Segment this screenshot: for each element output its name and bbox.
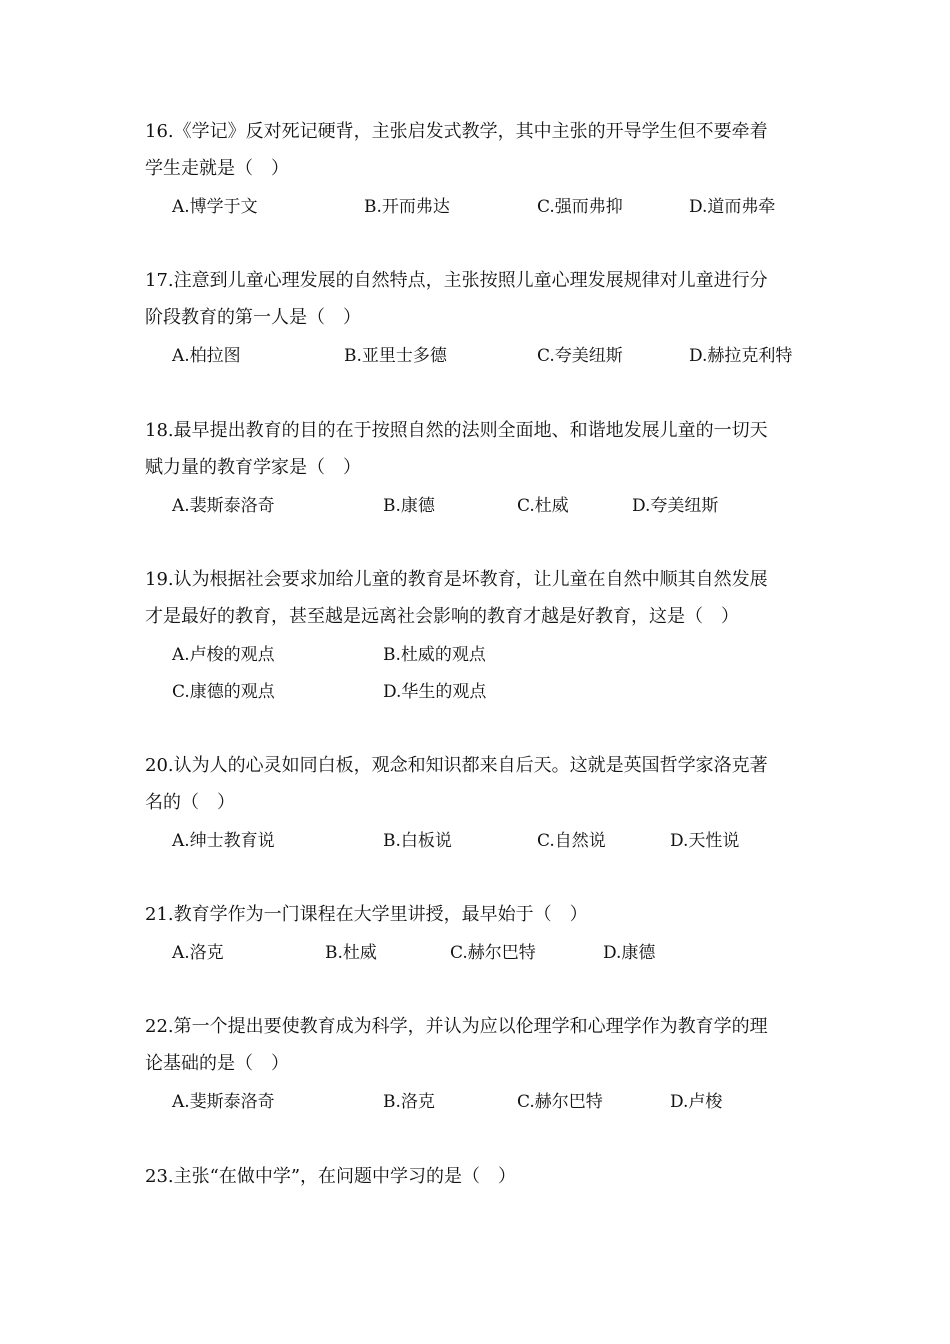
option-d: D.道而弗牵 — [689, 197, 776, 217]
question-stem-line: 21.教育学作为一门课程在大学里讲授，最早始于（ ） — [145, 904, 588, 925]
option-b: B.开而弗达 — [364, 197, 450, 217]
question-stem-line: 才是最好的教育，甚至越是远离社会影响的教育才越是好教育，这是（ ） — [145, 606, 739, 627]
question-stem-line: 19.认为根据社会要求加给儿童的教育是坏教育，让儿童在自然中顺其自然发展 — [145, 569, 768, 590]
option-c: C.强而弗抑 — [537, 197, 623, 217]
option-a: A.卢梭的观点 — [172, 645, 275, 665]
question-stem-line: 名的（ ） — [145, 792, 235, 813]
option-d: D.夸美纽斯 — [632, 496, 719, 516]
question-stem-line: 赋力量的教育学家是（ ） — [145, 457, 361, 478]
option-a: A.斐斯泰洛奇 — [172, 1092, 275, 1112]
question-stem-line: 学生走就是（ ） — [145, 158, 289, 179]
question-stem-line: 22.第一个提出要使教育成为科学，并认为应以伦理学和心理学作为教育学的理 — [145, 1016, 768, 1037]
question-stem-line: 20.认为人的心灵如同白板，观念和知识都来自后天。这就是英国哲学家洛克著 — [145, 755, 768, 776]
option-c: C.康德的观点 — [172, 682, 275, 702]
option-b: B.亚里士多德 — [344, 346, 447, 366]
question-stem-line: 论基础的是（ ） — [145, 1053, 289, 1074]
question-stem-line: 17.注意到儿童心理发展的自然特点，主张按照儿童心理发展规律对儿童进行分 — [145, 270, 768, 291]
option-d: D.赫拉克利特 — [689, 346, 793, 366]
option-a: A.绅士教育说 — [172, 831, 275, 851]
option-c: C.杜威 — [517, 496, 569, 516]
option-a: A.洛克 — [172, 943, 224, 963]
question-stem-line: 16.《学记》反对死记硬背，主张启发式教学，其中主张的开导学生但不要牵着 — [145, 121, 768, 142]
question-stem-line: 阶段教育的第一人是（ ） — [145, 307, 361, 328]
option-d: D.卢梭 — [670, 1092, 723, 1112]
option-a: A.裴斯泰洛奇 — [172, 496, 275, 516]
option-c: C.夸美纽斯 — [537, 346, 623, 366]
option-d: D.天性说 — [670, 831, 740, 851]
question-stem-line: 23.主张“在做中学”，在问题中学习的是（ ） — [145, 1166, 517, 1187]
option-c: C.自然说 — [537, 831, 606, 851]
option-c: C.赫尔巴特 — [450, 943, 536, 963]
option-b: B.洛克 — [383, 1092, 435, 1112]
option-b: B.白板说 — [383, 831, 452, 851]
option-b: B.康德 — [383, 496, 435, 516]
option-b: B.杜威的观点 — [383, 645, 486, 665]
option-a: A.柏拉图 — [172, 346, 241, 366]
option-b: B.杜威 — [325, 943, 377, 963]
question-stem-line: 18.最早提出教育的目的在于按照自然的法则全面地、和谐地发展儿童的一切天 — [145, 420, 768, 441]
option-d: D.康德 — [603, 943, 656, 963]
option-a: A.博学于文 — [172, 197, 258, 217]
option-c: C.赫尔巴特 — [517, 1092, 603, 1112]
option-d: D.华生的观点 — [383, 682, 487, 702]
